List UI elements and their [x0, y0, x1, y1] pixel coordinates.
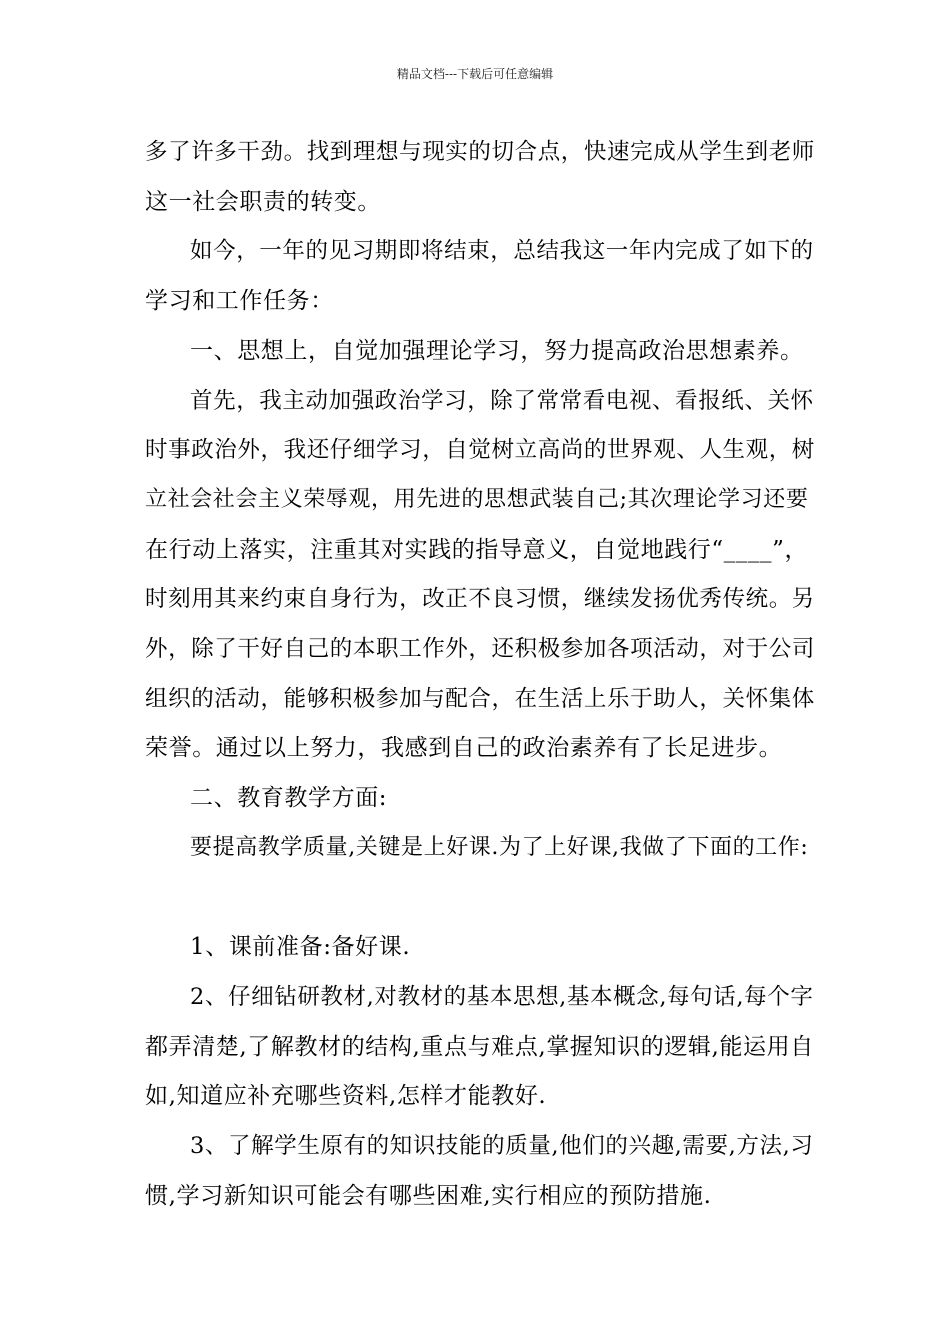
body-line: 立社会社会主义荣辱观，用先进的思想武装自己;其次理论学习还要 [145, 487, 809, 512]
list-item: 1、课前准备:备好课. [190, 934, 411, 960]
body-line: 组织的活动，能够积极参加与配合，在生活上乐于助人，关怀集体 [145, 686, 815, 712]
list-item: 3、了解学生原有的知识技能的质量,他们的兴趣,需要,方法,习 [190, 1133, 814, 1159]
body-line: 如,知道应补充哪些资料,怎样才能教好. [145, 1083, 547, 1109]
body-line: 多了许多干劲。找到理想与现实的切合点，快速完成从学生到老师 [145, 139, 815, 165]
page-header: 精品文档---下载后可任意编辑 [396, 67, 554, 81]
body-line: 时刻用其来约束自身行为，改正不良习惯，继续发扬优秀传统。另 [145, 586, 815, 612]
body-line: 学习和工作任务： [145, 288, 334, 314]
body-line: 都弄清楚,了解教材的结构,重点与难点,掌握知识的逻辑,能运用自 [145, 1034, 814, 1060]
body-line: 时事政治外，我还仔细学习，自觉树立高尚的世界观、人生观，树 [145, 437, 815, 463]
body-line: 这一社会职责的转变。 [145, 189, 381, 215]
section-heading: 二、教育教学方面: [190, 785, 388, 811]
list-item: 2、仔细钻研教材,对教材的基本思想,基本概念,每句话,每个字 [190, 984, 814, 1010]
section-heading: 一、思想上，自觉加强理论学习，努力提高政治思想素养。 [190, 338, 804, 364]
body-line: 惯,学习新知识可能会有哪些困难,实行相应的预防措施. [145, 1183, 712, 1209]
body-line: 在行动上落实，注重其对实践的指导意义，自觉地践行“____”， [145, 537, 809, 563]
body-line: 外，除了干好自己的本职工作外，还积极参加各项活动，对于公司 [145, 636, 815, 662]
paragraph-line: 要提高教学质量,关键是上好课.为了上好课,我做了下面的工作: [190, 835, 809, 860]
paragraph-line: 首先，我主动加强政治学习，除了常常看电视、看报纸、关怀 [190, 388, 814, 414]
body-line: 荣誉。通过以上努力，我感到自己的政治素养有了长足进步。 [145, 735, 783, 761]
paragraph-line: 如今，一年的见习期即将结束，总结我这一年内完成了如下的 [190, 238, 814, 264]
